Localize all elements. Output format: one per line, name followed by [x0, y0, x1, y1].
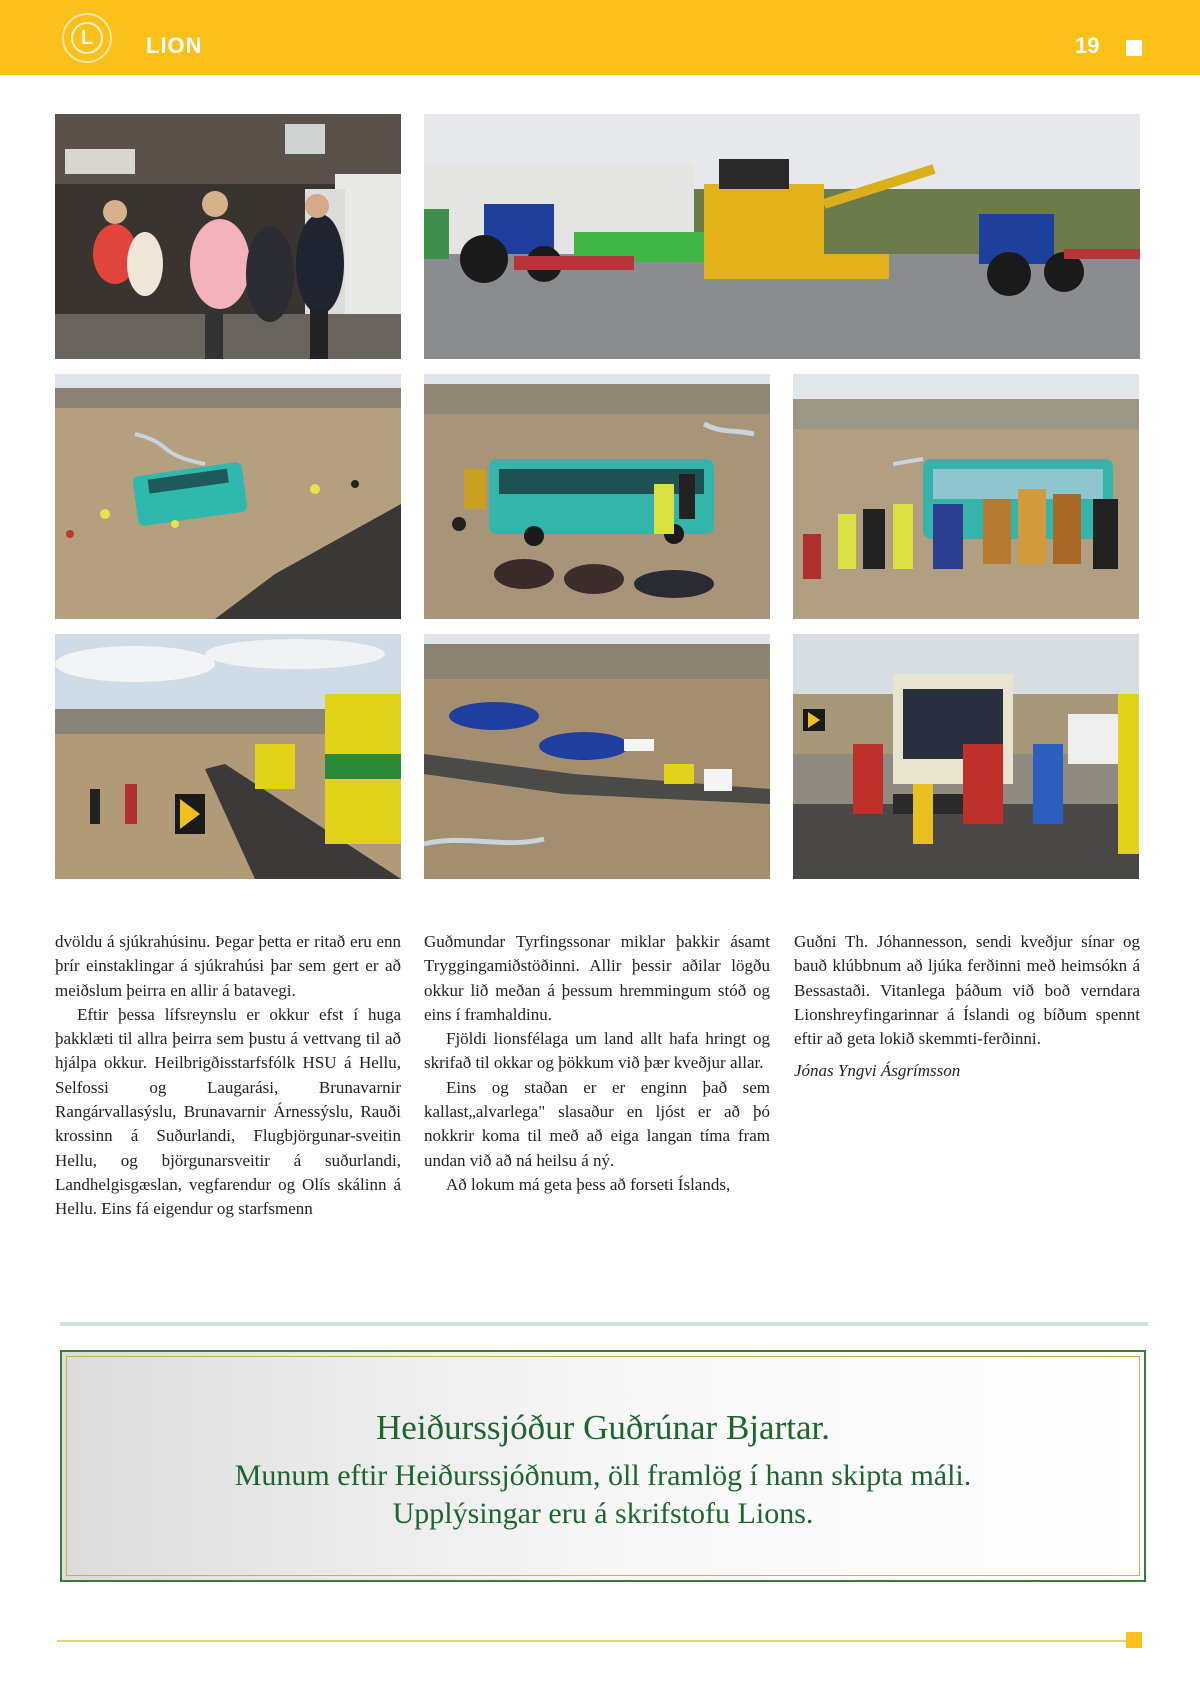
header-bar: [0, 0, 1200, 75]
divider: [60, 1322, 1148, 1326]
photo-bus-accident-3: [793, 374, 1139, 619]
footer-marker-icon: [1126, 1632, 1142, 1648]
photo-bus-accident-1: [55, 374, 401, 619]
ad-line: Upplýsingar eru á skrifstofu Lions.: [392, 1497, 814, 1530]
logo-letter: L: [80, 27, 94, 49]
article-paragraph: Fjöldi lionsfélaga um land allt hafa hringt og skrifað til okkar og þökkum við þær kveðjur allar.: [424, 1029, 770, 1073]
article-paragraph: Guðmundar Tyrfingssonar miklar þakkir ásamt Tryggingamiðstöðinni. Allir þessir aðilar lögðu okkur lið meðan á þessum hremmingum stóð og eins í framhaldinu.: [424, 932, 770, 1024]
article-column-1: [55, 930, 401, 1222]
magazine-title: LION: [146, 33, 203, 58]
article-paragraph: Að lokum má geta þess að forseti Íslands,: [446, 1174, 731, 1194]
ad-line: Munum eftir Heiðurssjóðnum, öll framlög í hann skipta máli.: [234, 1459, 972, 1492]
author-signature: Jónas Yngvi Ásgrímsson: [794, 1061, 961, 1081]
article-column-2: [424, 930, 770, 1197]
photo-stretcher-ambulance: [793, 634, 1139, 879]
article-paragraph: dvöldu á sjúkrahúsinu. Þegar þetta er ritað eru enn þrír einstaklingar á sjúkrahúsi þar sem gert er að meiðslum þeirra en allir á batavegi.: [55, 932, 401, 1000]
page-marker-icon: [1126, 40, 1142, 56]
ad-title: Heiðurssjóður Guðrúnar Bjartar.: [376, 1408, 830, 1447]
fund-advertisement: [60, 1350, 1146, 1582]
photo-coastguard-helicopters: [424, 634, 770, 879]
photo-visitors-warehouse: [55, 114, 401, 359]
article-paragraph: Eins og staðan er er enginn það sem kallast„alvarlega" slasaður en ljóst er að þó nokkrir koma til með að eiga langan tíma fram undan við að ná heilsu á ný.: [424, 1077, 770, 1170]
photo-bus-accident-2: [424, 374, 770, 619]
lions-logo-icon: [62, 13, 112, 63]
photo-farm-machinery: [424, 114, 1140, 359]
article-column-3: [794, 930, 1140, 1084]
photo-ambulances-road: [55, 634, 401, 879]
article-paragraph: Guðni Th. Jóhannesson, sendi kveðjur sínar og bauð klúbbnum að ljúka ferðinni með heimsókn á Bessastaði. Vitanlega þáðum við boð verndara Lionshreyfingarinnar á Íslandi og bíðum spennt eftir að geta lokið skemmti-ferðinni.: [794, 932, 1140, 1049]
footer-rule: [57, 1640, 1139, 1642]
article-paragraph: Eftir þessa lífsreynslu er okkur efst í huga þakklæti til allra þeirra sem þustu á vettvang til að hjálpa okkur. Heilbrigðisstarfsfólk HSU á Hellu, Selfossi og Laugarási, Brunavarnir Rangárvallasýslu, Brunavarnir Árnessýslu, Rauði krossinn á Suðurlandi, Flugbjörgunar-sveitin Hellu, og björgunarsveitir á suðurlandi, Landhelgisgæslan, vegfarendur og Olís skálinn á Hellu. Eins fá eigendur og starfsmenn: [55, 1004, 401, 1219]
page-number: 19: [1075, 33, 1100, 58]
